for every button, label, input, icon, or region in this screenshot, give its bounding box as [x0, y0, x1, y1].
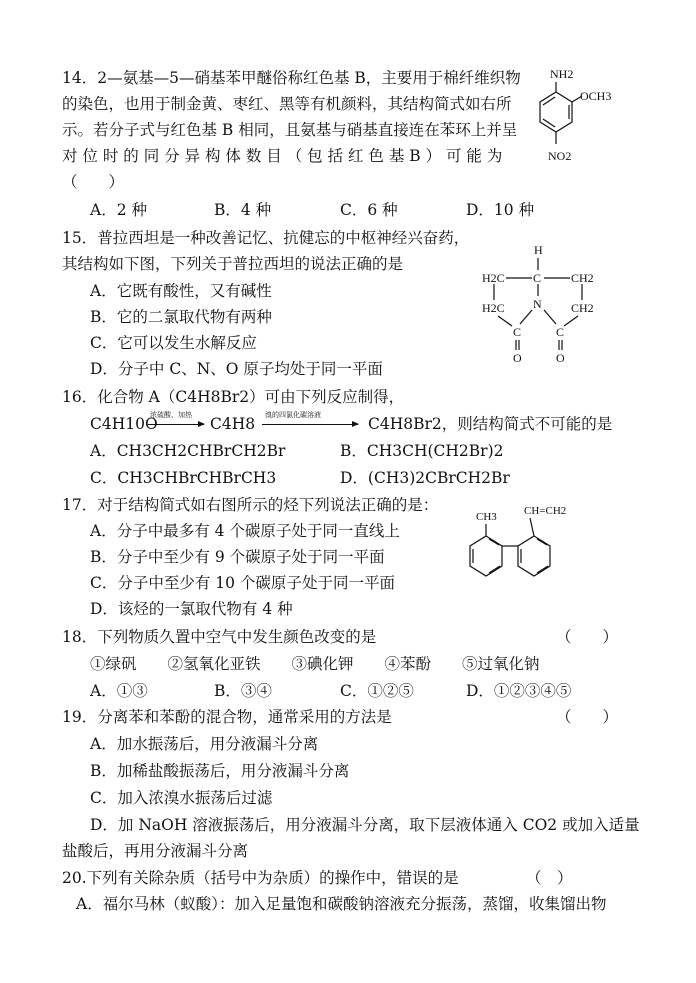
q16-option-d: D．(CH3)2CBrCH2Br [340, 469, 510, 487]
q15-o-right-label: O [556, 351, 565, 365]
q14-line-4: 对 位 时 的 同 分 异 构 体 数 目 （ 包 括 红 色 基 B ） 可 能 为 [62, 147, 503, 165]
q15-option-c: C．它可以发生水解反应 [90, 334, 257, 352]
q15-line-1: 15．普拉西坦是一种改善记忆、抗健忘的中枢神经兴奋药， [62, 229, 470, 247]
q15-h-label: H [534, 243, 543, 257]
q18-items: ①绿矾 ②氢氧化亚铁 ③碘化钾 ④苯酚 ⑤过氧化钠 [90, 655, 540, 673]
q18-line-1: 18．下列物质久置中空气中发生颜色改变的是 [62, 628, 377, 646]
q17-ch3-label: CH3 [476, 511, 497, 523]
q14-no2-label: NO2 [548, 149, 572, 163]
q18-answer-paren: （ ） [556, 628, 619, 646]
q14-option-c: C．6 种 [340, 201, 398, 219]
q14-option-a: A．2 种 [90, 201, 147, 219]
q14-line-1: 14．2—氨基—5—硝基苯甲醚俗称红色基 B，主要用于棉纤维织物 [62, 69, 521, 87]
q17-option-b: B．分子中至少有 9 个碳原子处于同一平面 [90, 548, 385, 566]
q18-option-a: A．①③ [90, 682, 148, 700]
q17-vinyl-label: CH=CH2 [524, 505, 567, 517]
q19-option-d-continued: 盐酸后，再用分液漏斗分离 [62, 842, 249, 860]
q15-n-label: N [533, 297, 542, 311]
q15-option-a: A．它既有酸性，又有碱性 [90, 282, 272, 300]
q14-line-2: 的染色，也用于制金黄、枣红、黑等有机颜料，其结构简式如右所 [62, 95, 512, 113]
q15-ch-center-label: C [533, 271, 542, 285]
q15-o-left-label: O [513, 351, 522, 365]
q15-c-left-label: C [513, 325, 522, 339]
q19-option-b: B．加稀盐酸振荡后，用分液漏斗分离 [90, 762, 350, 780]
q14-och3-label: OCH3 [580, 89, 612, 103]
q15-ch2-lower-right-label: CH2 [571, 301, 594, 315]
q17-line-1: 17．对于结构简式如右图所示的烃下列说法正确的是： [62, 496, 439, 514]
q15-h2c-lower-label: H2C [482, 301, 505, 315]
q16-option-a: A．CH3CH2CHBrCH2Br [90, 442, 286, 460]
q15-ch2-right-label: CH2 [571, 271, 594, 285]
q15-c-right-label: C [556, 325, 565, 339]
q15-option-d: D．分子中 C、N、O 原子均处于同一平面 [90, 360, 383, 378]
q16-option-b: B．CH3CH(CH2Br)2 [340, 442, 504, 460]
q19-line-1: 19．分离苯和苯酚的混合物，通常采用的方法是 [62, 708, 392, 726]
q17-option-c: C．分子中至少有 10 个碳原子处于同一平面 [90, 574, 395, 592]
q15-line-2: 其结构如下图，下列关于普拉西坦的说法正确的是 [62, 255, 404, 273]
q14-nh2-label: NH2 [550, 67, 574, 81]
q16-condition-2: 溴的四氯化碳溶液 [265, 411, 321, 419]
q16-intermediate: C4H8 [210, 415, 256, 433]
q19-option-a: A．加水振荡后，用分液漏斗分离 [90, 735, 319, 753]
q14-structure-diagram [528, 62, 618, 172]
q14-option-d: D．10 种 [466, 201, 535, 219]
q20-option-a: A．福尔马林（蚁酸）：加入足量饱和碳酸钠溶液充分振荡，蒸馏，收集馏出物 [76, 895, 607, 913]
q19-option-d: D．加 NaOH 溶液振荡后，用分液漏斗分离，取下层液体通入 CO2 或加入适量 [90, 816, 640, 834]
q20-answer-paren: （ ） [526, 869, 573, 887]
q18-option-d: D．①②③④⑤ [466, 682, 572, 700]
q15-structure-diagram [478, 238, 608, 368]
q14-line-5: （ ） [62, 173, 125, 191]
q15-option-b: B．它的二氯取代物有两种 [90, 308, 272, 326]
q17-structure-diagram [452, 500, 592, 590]
q18-option-b: B．③④ [214, 682, 272, 700]
q16-arrow-1 [148, 424, 204, 425]
q19-answer-paren: （ ） [556, 708, 619, 726]
q17-option-a: A．分子中最多有 4 个碳原子处于同一直线上 [90, 522, 400, 540]
q14-option-b: B．4 种 [214, 201, 272, 219]
q20-line-1: 20.下列有关除杂质（括号中为杂质）的操作中，错误的是 [62, 869, 459, 887]
q16-product: C4H8Br2，则结构简式不可能的是 [368, 415, 613, 433]
q16-arrow-2 [262, 424, 358, 425]
q15-ch2-left-label: H2C [482, 271, 505, 285]
q16-option-c: C．CH3CHBrCHBrCH3 [90, 469, 277, 487]
q16-line-1: 16．化合物 A（C4H8Br2）可由下列反应制得， [62, 388, 405, 406]
q19-option-c: C．加入浓溴水振荡后过滤 [90, 789, 273, 807]
q16-condition-1: 浓硫酸、加热 [150, 411, 192, 419]
q18-option-c: C．①②⑤ [340, 682, 414, 700]
q14-line-3: 示。若分子式与红色基 B 相同，且氨基与硝基直接连在苯环上并呈 [62, 121, 518, 139]
q17-option-d: D．该烃的一氯取代物有 4 种 [90, 600, 293, 618]
q16-reactant: C4H10O [90, 415, 158, 433]
